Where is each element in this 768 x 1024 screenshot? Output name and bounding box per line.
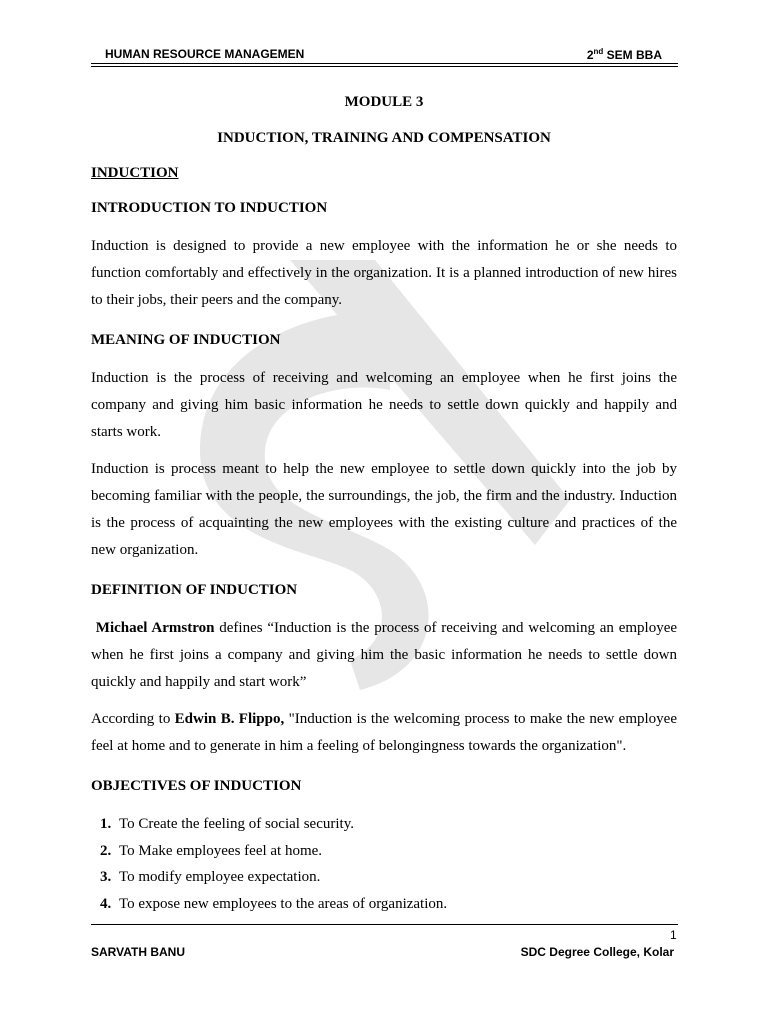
header-rule-double — [91, 66, 678, 67]
heading-introduction: INTRODUCTION TO INDUCTION — [91, 200, 328, 216]
module-title: MODULE 3 — [344, 94, 424, 110]
heading-objectives: OBJECTIVES OF INDUCTION — [91, 778, 302, 794]
list-item: 2. To Make employees feel at home. — [115, 838, 677, 865]
list-item: 4. To expose new employees to the areas of organization. — [115, 891, 677, 918]
list-item: 3. To modify employee expectation. — [115, 864, 677, 891]
footer-author: SARVATH BANU — [91, 945, 186, 959]
footer-college: SDC Degree College, Kolar — [520, 945, 674, 959]
objectives-list — [91, 811, 677, 917]
para-meaning-2: Induction is process meant to help the new employee to settle down quickly into the job by becoming familiar with the people, the surroundings, the job, the firm and the industry. Induction is the process of acquainting the new employees with the existing culture and practices of the new organization. — [91, 461, 677, 558]
footer-rule — [91, 924, 678, 925]
para-meaning-1: Induction is the process of receiving and welcoming an employee when he first joins the company and giving him basic information he needs to settle down quickly and happily and starts work. — [91, 370, 677, 440]
para-definition-2: According to Edwin B. Flippo, "Induction is the welcoming process to make the new employee feel at home and to generate in him a feeling of belongingness towards the organization". — [91, 711, 677, 754]
section-heading-induction: INDUCTION — [91, 165, 179, 181]
document-title: INDUCTION, TRAINING AND COMPENSATION — [217, 130, 551, 146]
heading-definition: DEFINITION OF INDUCTION — [91, 582, 298, 598]
header-subject: HUMAN RESOURCE MANAGEMEN — [105, 47, 305, 61]
heading-meaning: MEANING OF INDUCTION — [91, 332, 281, 348]
page-number: 1 — [670, 928, 677, 942]
para-introduction: Induction is designed to provide a new employee with the information he or she needs to function comfortably and effectively in the organization. It is a planned introduction of new hires to their jobs, their peers and the company. — [91, 238, 677, 308]
list-item: 1. To Create the feeling of social security. — [115, 811, 677, 838]
author-flippo: Edwin B. Flippo, — [174, 711, 285, 727]
header-semester: 2nd SEM BBA — [586, 47, 662, 62]
author-armstrong: Michael Armstron — [95, 620, 215, 636]
header-rule — [91, 63, 678, 64]
document-body — [91, 90, 677, 917]
para-definition-1: Michael Armstron defines “Induction is the process of receiving and welcoming an employee when he first joins a company and giving him the basic information he needs to settle down quickly and happily and start work” — [91, 620, 678, 690]
